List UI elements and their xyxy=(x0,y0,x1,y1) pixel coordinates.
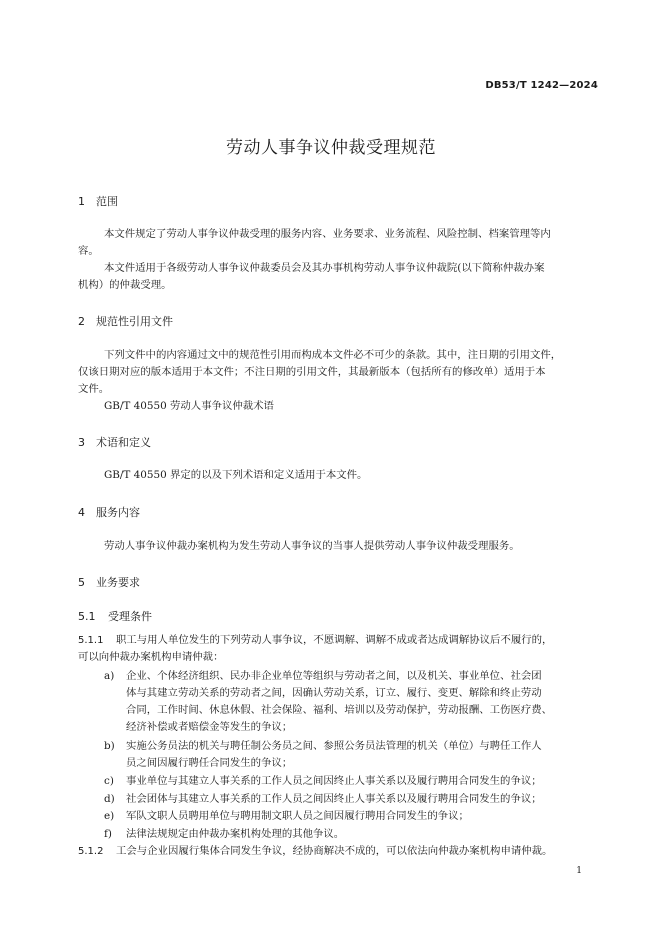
section-2-heading xyxy=(78,313,173,329)
section-number: 5 xyxy=(78,576,85,589)
clause-5-1-1-line-2: 可以向仲裁办案机构申请仲裁： xyxy=(78,651,224,663)
section-1-paragraph-1-line-2: 容。 xyxy=(78,245,99,257)
list-item-text: 企业、个体经济组织、民办非企业单位等组织与劳动者之间，以及机关、事业单位、社会团 xyxy=(126,670,542,682)
section-title: 规范性引用文件 xyxy=(96,315,173,328)
section-4-paragraph: 劳动人事争议仲裁办案机构为发生劳动人事争议的当事人提供劳动人事争议仲裁受理服务。 xyxy=(104,540,520,552)
subsection-number: 5.1 xyxy=(78,610,96,623)
list-item-label: a) xyxy=(104,670,115,682)
clause-number: 5.1.2 xyxy=(78,846,104,857)
list-item-b xyxy=(104,738,542,755)
section-1-paragraph-2-line-1: 本文件适用于各级劳动人事争议仲裁委员会及其办事机构劳动人事争议仲裁院(以下简称仲裁办案 xyxy=(104,262,545,274)
subsection-title: 受理条件 xyxy=(108,610,152,623)
section-4-heading xyxy=(78,504,140,520)
section-3-heading xyxy=(78,434,151,450)
list-item-text: 实施公务员法的机关与聘任制公务员之间、参照公务员法管理的机关（单位）与聘任工作人 xyxy=(126,740,542,752)
section-number: 2 xyxy=(78,315,85,328)
section-number: 1 xyxy=(78,195,85,208)
clause-text-line-1: 职工与用人单位发生的下列劳动人事争议，不愿调解、调解不成或者达成调解协议后不履行的， xyxy=(116,634,553,646)
section-title: 术语和定义 xyxy=(96,436,151,449)
list-item-text: 法律法规规定由仲裁办案机构处理的其他争议。 xyxy=(126,828,345,840)
list-item-b-line-2: 员之间因履行聘任合同发生的争议； xyxy=(126,757,293,769)
section-2-paragraph-line-2: 仅该日期对应的版本适用于本文件；不注日期的引用文件，其最新版本（包括所有的修改单）适用于本 xyxy=(78,366,546,378)
section-1-paragraph-1-line-1: 本文件规定了劳动人事争议仲裁受理的服务内容、业务要求、业务流程、风险控制、档案管理等内 xyxy=(104,228,551,240)
page-number: 1 xyxy=(576,866,582,876)
list-item-label: e) xyxy=(104,810,115,822)
subsection-5-1-heading xyxy=(78,608,152,624)
section-5-heading xyxy=(78,574,140,590)
list-item-a-line-3: 合同，工作时间、休息休假、社会保险、福利、培训以及劳动保护，劳动报酬、工伤医疗费、 xyxy=(126,704,553,716)
section-3-paragraph: GB/T 40550 界定的以及下列术语和定义适用于本文件。 xyxy=(104,469,368,481)
standard-code: DB53/T 1242—2024 xyxy=(485,80,598,91)
normative-reference: GB/T 40550 劳动人事争议仲裁术语 xyxy=(104,400,274,412)
list-item-label: b) xyxy=(104,740,115,752)
section-1-heading xyxy=(78,193,118,209)
section-title: 业务要求 xyxy=(96,576,140,589)
list-item-text: 军队文职人员聘用单位与聘用制文职人员之间因履行聘用合同发生的争议； xyxy=(126,810,469,822)
section-number: 4 xyxy=(78,506,85,519)
list-item-f xyxy=(104,826,344,843)
section-2-paragraph-line-3: 文件。 xyxy=(78,383,110,395)
clause-text: 工会与企业因履行集体合同发生争议，经协商解决不成的，可以依法向仲裁办案机构申请仲裁。 xyxy=(116,845,553,857)
list-item-a xyxy=(104,668,542,685)
document-title: 劳动人事争议仲裁受理规范 xyxy=(226,138,436,158)
clause-5-1-1 xyxy=(78,632,552,649)
list-item-label: f) xyxy=(104,828,112,840)
section-number: 3 xyxy=(78,436,85,449)
section-title: 服务内容 xyxy=(96,506,140,519)
list-item-text: 事业单位与其建立人事关系的工作人员之间因终止人事关系以及履行聘用合同发生的争议； xyxy=(126,775,542,787)
list-item-a-line-2: 体与其建立劳动关系的劳动者之间，因确认劳动关系，订立、履行、变更、解除和终止劳动 xyxy=(126,687,542,699)
clause-5-1-2 xyxy=(78,843,552,860)
list-item-c xyxy=(104,773,542,790)
list-item-e xyxy=(104,808,469,825)
list-item-label: c) xyxy=(104,775,114,787)
list-item-label: d) xyxy=(104,793,115,805)
list-item-text: 社会团体与其建立人事关系的工作人员之间因终止人事关系以及履行聘用合同发生的争议； xyxy=(126,793,542,805)
list-item-a-line-4: 经济补偿或者赔偿金等发生的争议； xyxy=(126,721,293,733)
section-2-paragraph-line-1: 下列文件中的内容通过文中的规范性引用而构成本文件必不可少的条款。其中，注日期的引用文件， xyxy=(104,349,562,361)
section-1-paragraph-2-line-2: 机构）的仲裁受理。 xyxy=(78,279,172,291)
clause-number: 5.1.1 xyxy=(78,635,104,646)
list-item-d xyxy=(104,791,542,808)
section-title: 范围 xyxy=(96,195,118,208)
